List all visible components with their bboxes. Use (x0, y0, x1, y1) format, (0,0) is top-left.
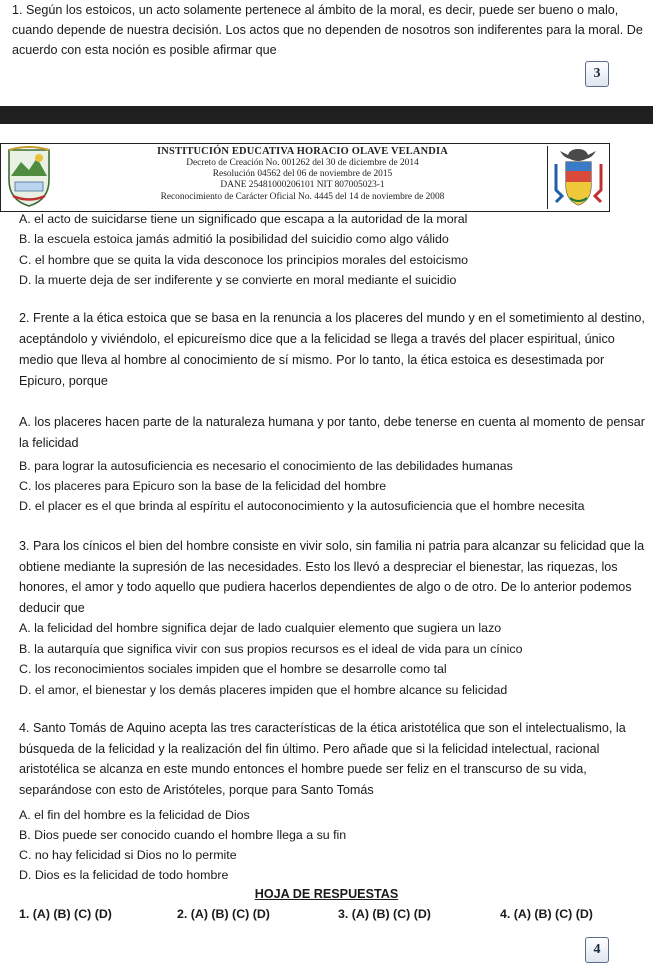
q3-stem: 3. Para los cínicos el bien del hombre consiste en vivir solo, sin familia ni patria para alcanzar su felicidad que la obtiene mediante la supresión de las necesidades. Esto los llevó a despreciar el bienestar, las riquezas, los honores, el amor y todo aquello que pudiera hacerlos dependientes de algo o de otro. De lo anterior podemos deducir que (19, 539, 645, 615)
q2-option-d[interactable]: D. el placer es el que brinda al espíritu el autoconocimiento y la autosuficiencia que el hombre necesita (19, 499, 585, 513)
q4-option-a[interactable]: A. el fin del hombre es la felicidad de Dios (19, 808, 250, 822)
q1-option-d[interactable]: D. la muerte deja de ser indiferente y se convierte en moral mediante el suicidio (19, 273, 457, 287)
q4-option-d[interactable]: D. Dios es la felicidad de todo hombre (19, 868, 229, 882)
page-separator (0, 106, 653, 124)
colombia-coat-of-arms (547, 146, 609, 209)
q3-option-c[interactable]: C. los reconocimientos sociales impiden que el hombre se desarrolle como tal (19, 662, 447, 676)
answer-row-2[interactable]: 2. (A) (B) (C) (D) (177, 907, 270, 921)
q1-option-b[interactable]: B. la escuela estoica jamás admitió la posibilidad del suicidio como algo válido (19, 232, 449, 246)
q4-option-c[interactable]: C. no hay felicidad si Dios no lo permite (19, 848, 237, 862)
creation-decree: Decreto de Creación No. 001262 del 30 de diciembre de 2014 (186, 158, 419, 168)
answer-sheet-title: HOJA DE RESPUESTAS (254, 887, 399, 901)
q2-option-b[interactable]: B. para lograr la autosuficiencia es necesario el conocimiento de las debilidades humanas (19, 459, 513, 473)
page-number-bottom: 4 (585, 937, 609, 963)
q1-option-c[interactable]: C. el hombre que se quita la vida desconoce los principios morales del estoicismo (19, 253, 469, 267)
school-crest-icon (3, 146, 55, 208)
resolution: Resolución 04562 del 06 de noviembre de 2015 (212, 169, 393, 179)
institution-name: INSTITUCIÓN EDUCATIVA HORACIO OLAVE VELANDIA (157, 146, 448, 157)
institution-header (0, 143, 610, 212)
coat-of-arms-icon (548, 146, 609, 209)
q2-option-a[interactable]: A. los placeres hacen parte de la naturaleza humana y por tanto, debe tenerse en cuenta al momento de pensar la felicidad (19, 415, 645, 450)
answer-row-3[interactable]: 3. (A) (B) (C) (D) (338, 907, 431, 921)
school-crest-logo (3, 146, 55, 208)
q3-option-d[interactable]: D. el amor, el bienestar y los demás placeres impiden que el hombre alcance su felicidad (19, 683, 508, 697)
q1-stem: 1. Según los estoicos, un acto solamente pertenece al ámbito de la moral, es decir, puede ser bueno o malo, cuando depende de nuestra decisión. Los actos que no dependen de nosotros son indiferentes para la moral. De acuerdo con esta noción es posible afirmar que (12, 3, 643, 57)
dane-nit: DANE 25481000206101 NIT 807005023-1 (220, 180, 385, 190)
official-recognition: Reconocimiento de Carácter Oficial No. 4445 del 14 de noviembre de 2008 (160, 192, 445, 202)
q1-option-a[interactable]: A. el acto de suicidarse tiene un significado que escapa a la autoridad de la moral (19, 212, 468, 226)
answer-row-4[interactable]: 4. (A) (B) (C) (D) (500, 907, 593, 921)
q2-option-c[interactable]: C. los placeres para Epicuro son la base de la felicidad del hombre (19, 479, 387, 493)
answer-row-1[interactable]: 1. (A) (B) (C) (D) (19, 907, 112, 921)
q2-stem: 2. Frente a la ética estoica que se basa en la renuncia a los placeres del mundo y en el sometimiento al destino, aceptándolo y viviéndolo, el epicureísmo dice que a la felicidad se llega a través del placer espiritual, único medio que lleva al hombre al conocimiento de sí mismo. Por lo tanto, la ética estoica es desestimada por Epicuro, porque (19, 311, 645, 388)
q4-option-b[interactable]: B. Dios puede ser conocido cuando el hombre llega a su fin (19, 828, 347, 842)
q3-option-b[interactable]: B. la autarquía que significa vivir con sus propios recursos es el ideal de vida para un cínico (19, 642, 523, 656)
q4-stem: 4. Santo Tomás de Aquino acepta las tres características de la ética aristotélica que son el intelectualismo, la búsqueda de la felicidad y la realización del fin último. Pero añade que si la felicidad intelectual, racional aristotélica se alcanza en este mundo entonces el hombre puede ser feliz en el transcurso de su vida, separándose con esto de Aristóteles, porque para Santo Tomás (19, 721, 626, 797)
q3-option-a[interactable]: A. la felicidad del hombre significa dejar de lado cualquier elemento que sugiera un lazo (19, 621, 502, 635)
page-number-top: 3 (585, 61, 609, 87)
